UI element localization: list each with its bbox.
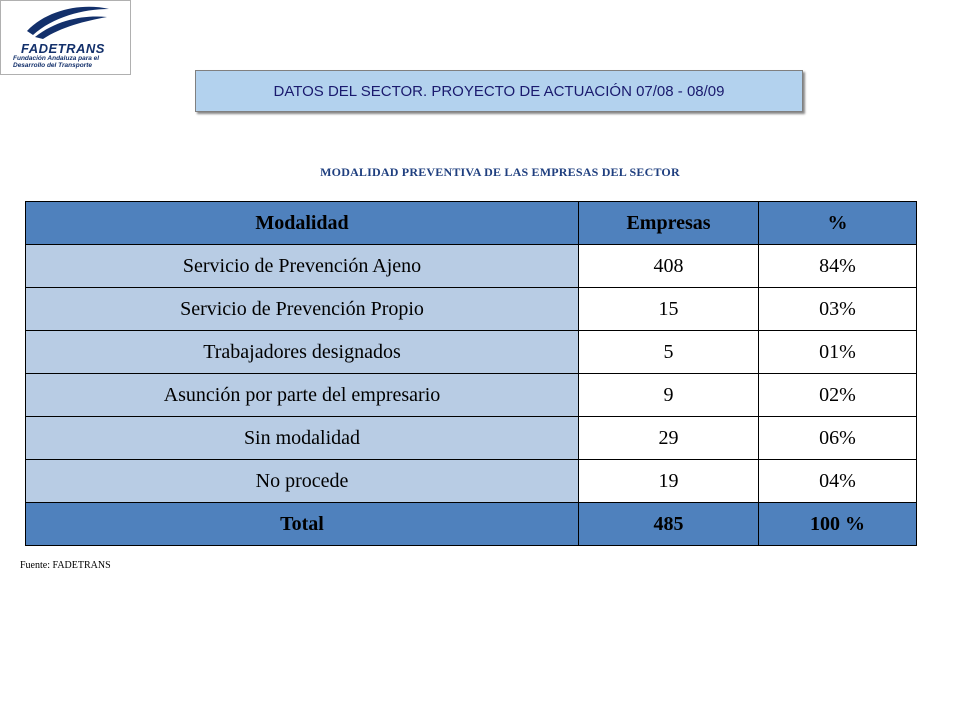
row-empresas: 19 [579,460,759,503]
row-empresas: 9 [579,374,759,417]
row-empresas: 408 [579,245,759,288]
total-empresas: 485 [579,503,759,546]
row-modalidad: Trabajadores designados [26,331,579,374]
column-header-modalidad: Modalidad [26,202,579,245]
table-row [26,460,917,503]
row-modalidad: Servicio de Prevención Propio [26,288,579,331]
row-percent: 84% [759,245,917,288]
table-subtitle: MODALIDAD PREVENTIVA DE LAS EMPRESAS DEL SECTOR [320,165,680,179]
wave-logo-icon [23,3,113,43]
row-modalidad: Servicio de Prevención Ajeno [26,245,579,288]
row-percent: 02% [759,374,917,417]
row-empresas: 15 [579,288,759,331]
row-percent: 03% [759,288,917,331]
table-row [26,288,917,331]
table-row [26,331,917,374]
table-row [26,374,917,417]
row-modalidad: No procede [26,460,579,503]
column-header-percent: % [759,202,917,245]
modalidad-table [25,201,917,546]
table-row [26,417,917,460]
source-note: Fuente: FADETRANS [20,560,111,571]
row-empresas: 5 [579,331,759,374]
table-header-row [26,202,917,245]
logo-name: FADETRANS [21,41,105,56]
page-title: DATOS DEL SECTOR. PROYECTO DE ACTUACIÓN 07/08 - 08/09 [195,70,803,112]
logo-subtitle: Fundación Andaluza para el Desarrollo del Transporte [13,55,100,69]
row-empresas: 29 [579,417,759,460]
row-percent: 01% [759,331,917,374]
row-modalidad: Sin modalidad [26,417,579,460]
fadetrans-logo [0,0,131,75]
total-percent: 100 % [759,503,917,546]
table-row [26,245,917,288]
row-percent: 06% [759,417,917,460]
row-percent: 04% [759,460,917,503]
column-header-empresas: Empresas [579,202,759,245]
table-total-row [26,503,917,546]
row-modalidad: Asunción por parte del empresario [26,374,579,417]
total-label: Total [26,503,579,546]
